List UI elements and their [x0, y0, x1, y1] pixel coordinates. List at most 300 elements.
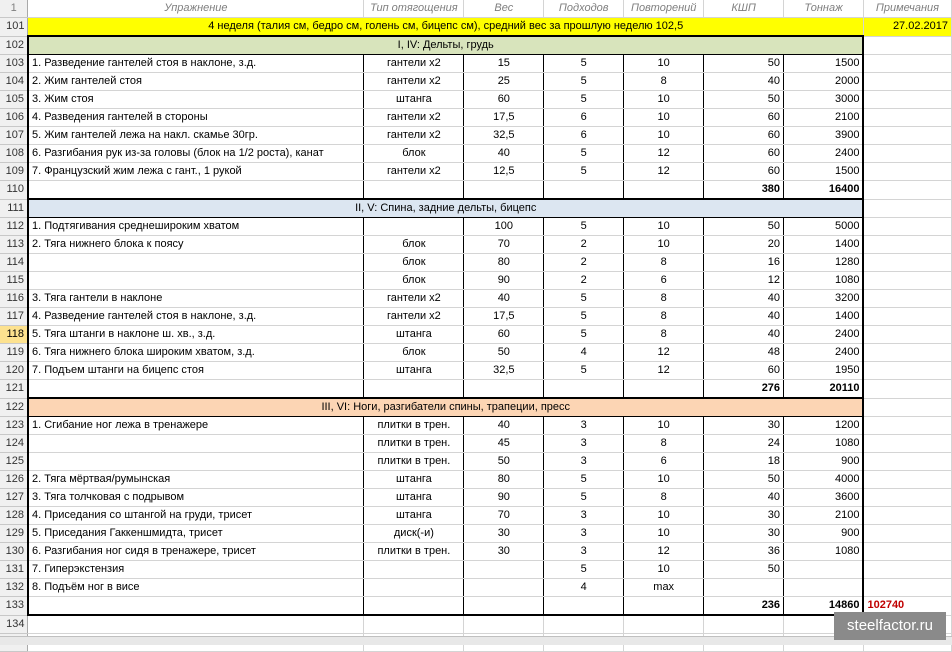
empty-cell[interactable] [863, 471, 951, 489]
empty-row [0, 615, 952, 634]
sets-value[interactable]: 5 [544, 362, 624, 380]
kshp-value[interactable]: 16 [704, 254, 784, 272]
kshp-value[interactable]: 50 [704, 55, 784, 73]
tonnage-value[interactable]: 2100 [784, 507, 864, 525]
weight-type[interactable]: штанга [364, 326, 464, 344]
reps-value[interactable]: 10 [624, 55, 704, 73]
exercise-name[interactable]: 6. Разгибания ног сидя в тренажере, трисет [28, 543, 364, 561]
weight-type[interactable]: гантели х2 [364, 127, 464, 145]
empty-cell[interactable] [544, 181, 624, 200]
kshp-value[interactable]: 60 [704, 362, 784, 380]
sets-value[interactable]: 3 [544, 543, 624, 561]
weight-value[interactable]: 17,5 [464, 109, 544, 127]
row-header[interactable]: 133 [0, 597, 28, 616]
tonnage-value[interactable]: 2000 [784, 73, 864, 91]
empty-cell[interactable] [28, 380, 364, 399]
exercise-name[interactable]: 4. Разведение гантелей стоя в наклоне, з.д. [28, 308, 364, 326]
reps-value[interactable]: 10 [624, 236, 704, 254]
sets-value[interactable]: 3 [544, 453, 624, 471]
empty-cell[interactable] [863, 453, 951, 471]
reps-value[interactable]: 8 [624, 308, 704, 326]
row-header[interactable]: 122 [0, 398, 28, 417]
empty-cell[interactable] [863, 55, 951, 73]
tonnage-value[interactable]: 2400 [784, 344, 864, 362]
exercise-row [0, 344, 952, 362]
section-header-row [0, 398, 952, 417]
reps-value[interactable]: 10 [624, 91, 704, 109]
row-header[interactable]: 102 [0, 36, 28, 55]
reps-value[interactable]: 12 [624, 543, 704, 561]
empty-cell[interactable] [544, 597, 624, 616]
reps-value[interactable]: 10 [624, 218, 704, 236]
weight-type[interactable]: блок [364, 236, 464, 254]
weight-type[interactable]: плитки в трен. [364, 417, 464, 435]
tonnage-value[interactable]: 900 [784, 453, 864, 471]
tonnage-value[interactable]: 900 [784, 525, 864, 543]
column-header[interactable]: Тоннаж [784, 0, 864, 18]
empty-cell[interactable] [863, 163, 951, 181]
kshp-value[interactable]: 30 [704, 417, 784, 435]
kshp-value[interactable]: 60 [704, 145, 784, 163]
row-header[interactable]: 117 [0, 308, 28, 326]
tonnage-value[interactable]: 1080 [784, 272, 864, 290]
kshp-value[interactable]: 40 [704, 73, 784, 91]
row-header[interactable]: 128 [0, 507, 28, 525]
empty-cell[interactable] [863, 417, 951, 435]
weight-type[interactable]: плитки в трен. [364, 435, 464, 453]
exercise-name[interactable] [28, 254, 364, 272]
weight-value[interactable]: 45 [464, 435, 544, 453]
exercise-name[interactable]: 7. Подъем штанги на бицепс стоя [28, 362, 364, 380]
exercise-name[interactable]: 8. Подъём ног в висе [28, 579, 364, 597]
exercise-name[interactable]: 1. Сгибание ног лежа в тренажере [28, 417, 364, 435]
exercise-name[interactable]: 7. Гиперэкстензия [28, 561, 364, 579]
weight-type[interactable]: штанга [364, 362, 464, 380]
sets-value[interactable]: 5 [544, 55, 624, 73]
tonnage-value[interactable]: 1200 [784, 417, 864, 435]
exercise-row [0, 236, 952, 254]
reps-value[interactable]: 6 [624, 453, 704, 471]
empty-cell[interactable] [544, 380, 624, 399]
exercise-name[interactable]: 6. Тяга нижнего блока широким хватом, з.д. [28, 344, 364, 362]
kshp-value[interactable]: 60 [704, 109, 784, 127]
kshp-value[interactable]: 48 [704, 344, 784, 362]
empty-cell[interactable] [624, 380, 704, 399]
section-title[interactable]: II, V: Спина, задние дельты, бицепс [28, 199, 863, 218]
empty-cell[interactable] [364, 615, 464, 634]
kshp-value[interactable]: 50 [704, 218, 784, 236]
weight-type[interactable]: гантели х2 [364, 109, 464, 127]
exercise-name[interactable]: 4. Разведения гантелей в стороны [28, 109, 364, 127]
kshp-value[interactable]: 18 [704, 453, 784, 471]
row-header[interactable]: 124 [0, 435, 28, 453]
section-title[interactable]: III, VI: Ноги, разгибатели спины, трапеции, пресс [28, 398, 863, 417]
empty-cell[interactable] [704, 615, 784, 634]
sets-value[interactable]: 2 [544, 236, 624, 254]
column-header[interactable]: КШП [704, 0, 784, 18]
sets-value[interactable]: 5 [544, 218, 624, 236]
sets-value[interactable]: 5 [544, 163, 624, 181]
reps-value[interactable]: 10 [624, 507, 704, 525]
reps-value[interactable]: 12 [624, 145, 704, 163]
row-header[interactable]: 106 [0, 109, 28, 127]
empty-cell[interactable] [863, 91, 951, 109]
week-date[interactable]: 27.02.2017 [863, 18, 951, 37]
empty-cell[interactable] [863, 344, 951, 362]
section-total-row [0, 380, 952, 399]
sets-value[interactable]: 5 [544, 91, 624, 109]
reps-value[interactable]: 12 [624, 344, 704, 362]
total-kshp[interactable]: 276 [704, 380, 784, 399]
empty-cell[interactable] [863, 579, 951, 597]
empty-cell[interactable] [863, 218, 951, 236]
exercise-name[interactable]: 5. Приседания Гаккеншмидта, трисет [28, 525, 364, 543]
column-header[interactable]: Тип отягощения [364, 0, 464, 18]
exercise-row [0, 471, 952, 489]
tonnage-value[interactable]: 5000 [784, 218, 864, 236]
kshp-value[interactable]: 12 [704, 272, 784, 290]
weight-value[interactable]: 15 [464, 55, 544, 73]
row-header[interactable]: 134 [0, 615, 28, 634]
empty-cell[interactable] [464, 380, 544, 399]
tonnage-value[interactable]: 1400 [784, 308, 864, 326]
row-header[interactable]: 1 [0, 0, 28, 18]
row-header[interactable]: 121 [0, 380, 28, 399]
weight-type[interactable]: гантели х2 [364, 290, 464, 308]
tonnage-value[interactable]: 2100 [784, 109, 864, 127]
kshp-value[interactable]: 40 [704, 489, 784, 507]
weight-value[interactable]: 60 [464, 91, 544, 109]
row-header[interactable]: 132 [0, 579, 28, 597]
weight-value[interactable]: 80 [464, 254, 544, 272]
empty-cell[interactable] [863, 326, 951, 344]
reps-value[interactable]: 8 [624, 73, 704, 91]
empty-cell[interactable] [863, 308, 951, 326]
row-header[interactable]: 120 [0, 362, 28, 380]
tonnage-value[interactable]: 1280 [784, 254, 864, 272]
empty-cell[interactable] [863, 543, 951, 561]
kshp-value[interactable]: 30 [704, 507, 784, 525]
empty-cell[interactable] [863, 561, 951, 579]
weight-value[interactable]: 40 [464, 290, 544, 308]
row-header[interactable]: 101 [0, 18, 28, 37]
kshp-value[interactable]: 40 [704, 308, 784, 326]
kshp-value[interactable]: 24 [704, 435, 784, 453]
weight-type[interactable]: гантели х2 [364, 163, 464, 181]
empty-cell[interactable] [863, 145, 951, 163]
sets-value[interactable]: 2 [544, 272, 624, 290]
exercise-name[interactable]: 4. Приседания со штангой на груди, трисет [28, 507, 364, 525]
week-title[interactable]: 4 неделя (талия см, бедро см, голень см, бицепс см), средний вес за прошлую неделю 102,5 [28, 18, 863, 37]
row-header[interactable]: 111 [0, 199, 28, 218]
kshp-value[interactable]: 60 [704, 163, 784, 181]
section-title[interactable]: I, IV: Дельты, грудь [28, 36, 863, 55]
weight-value[interactable] [464, 561, 544, 579]
exercise-name[interactable]: 3. Жим стоя [28, 91, 364, 109]
sets-value[interactable]: 4 [544, 579, 624, 597]
tonnage-value[interactable] [784, 561, 864, 579]
weight-value[interactable]: 17,5 [464, 308, 544, 326]
exercise-row [0, 525, 952, 543]
empty-cell[interactable] [863, 435, 951, 453]
tonnage-value[interactable]: 4000 [784, 471, 864, 489]
kshp-value[interactable]: 30 [704, 525, 784, 543]
weight-value[interactable]: 30 [464, 525, 544, 543]
weight-type[interactable]: гантели х2 [364, 73, 464, 91]
reps-value[interactable]: 12 [624, 362, 704, 380]
exercise-row [0, 91, 952, 109]
empty-cell[interactable] [863, 362, 951, 380]
reps-value[interactable]: 10 [624, 471, 704, 489]
row-header[interactable]: 126 [0, 471, 28, 489]
empty-cell[interactable] [863, 36, 951, 55]
exercise-name[interactable]: 1. Подтягивания среднешироким хватом [28, 218, 364, 236]
weight-type[interactable]: гантели х2 [364, 308, 464, 326]
weight-type[interactable]: плитки в трен. [364, 453, 464, 471]
kshp-value[interactable]: 50 [704, 471, 784, 489]
tonnage-value[interactable]: 2400 [784, 145, 864, 163]
empty-cell[interactable] [863, 290, 951, 308]
row-header[interactable]: 131 [0, 561, 28, 579]
exercise-name[interactable] [28, 435, 364, 453]
empty-cell[interactable] [863, 254, 951, 272]
sets-value[interactable]: 5 [544, 73, 624, 91]
weight-value[interactable]: 50 [464, 344, 544, 362]
empty-cell[interactable] [464, 597, 544, 616]
weight-type[interactable] [364, 561, 464, 579]
tonnage-value[interactable]: 3200 [784, 290, 864, 308]
empty-cell[interactable] [863, 199, 951, 218]
empty-cell[interactable] [28, 615, 364, 634]
empty-cell[interactable] [863, 181, 951, 200]
weight-type[interactable] [364, 579, 464, 597]
reps-value[interactable]: 12 [624, 163, 704, 181]
row-header[interactable]: 109 [0, 163, 28, 181]
tonnage-value[interactable]: 3000 [784, 91, 864, 109]
total-tonnage[interactable]: 16400 [784, 181, 864, 200]
row-header[interactable]: 116 [0, 290, 28, 308]
weight-value[interactable]: 40 [464, 145, 544, 163]
kshp-value[interactable]: 40 [704, 326, 784, 344]
exercise-name[interactable]: 2. Жим гантелей стоя [28, 73, 364, 91]
empty-cell[interactable] [464, 181, 544, 200]
exercise-row [0, 453, 952, 471]
weight-value[interactable]: 60 [464, 326, 544, 344]
sets-value[interactable]: 5 [544, 326, 624, 344]
exercise-name[interactable]: 2. Тяга мёртвая/румынская [28, 471, 364, 489]
reps-value[interactable]: 8 [624, 489, 704, 507]
empty-cell[interactable] [624, 597, 704, 616]
weight-value[interactable]: 50 [464, 453, 544, 471]
empty-cell[interactable] [863, 236, 951, 254]
row-header[interactable]: 110 [0, 181, 28, 200]
weight-value[interactable]: 32,5 [464, 127, 544, 145]
empty-cell[interactable] [28, 181, 364, 200]
reps-value[interactable]: 8 [624, 290, 704, 308]
tonnage-value[interactable]: 3600 [784, 489, 864, 507]
reps-value[interactable]: 10 [624, 561, 704, 579]
empty-cell[interactable] [364, 181, 464, 200]
weight-value[interactable]: 70 [464, 507, 544, 525]
exercise-name[interactable]: 3. Тяга толчковая с подрывом [28, 489, 364, 507]
column-header[interactable]: Повторений [624, 0, 704, 18]
weight-value[interactable]: 80 [464, 471, 544, 489]
row-header[interactable]: 129 [0, 525, 28, 543]
weight-type[interactable]: штанга [364, 91, 464, 109]
kshp-value[interactable]: 40 [704, 290, 784, 308]
empty-cell[interactable] [863, 73, 951, 91]
row-header[interactable]: 119 [0, 344, 28, 362]
exercise-name[interactable]: 1. Разведение гантелей стоя в наклоне, з.д. [28, 55, 364, 73]
weight-value[interactable]: 90 [464, 489, 544, 507]
exercise-name[interactable]: 7. Французский жим лежа с гант., 1 рукой [28, 163, 364, 181]
sets-value[interactable]: 5 [544, 145, 624, 163]
tonnage-value[interactable]: 1080 [784, 543, 864, 561]
weight-type[interactable]: диск(-и) [364, 525, 464, 543]
reps-value[interactable]: 8 [624, 254, 704, 272]
weight-value[interactable]: 32,5 [464, 362, 544, 380]
tonnage-value[interactable]: 3900 [784, 127, 864, 145]
weight-value[interactable]: 25 [464, 73, 544, 91]
weight-value[interactable] [464, 579, 544, 597]
sets-value[interactable]: 3 [544, 507, 624, 525]
exercise-name[interactable]: 6. Разгибания рук из-за головы (блок на 1/2 роста), канат [28, 145, 364, 163]
row-header[interactable]: 125 [0, 453, 28, 471]
weight-type[interactable]: блок [364, 272, 464, 290]
column-header[interactable]: Вес [464, 0, 544, 18]
weight-type[interactable]: плитки в трен. [364, 543, 464, 561]
empty-cell[interactable] [624, 181, 704, 200]
total-tonnage[interactable]: 20110 [784, 380, 864, 399]
kshp-value[interactable]: 20 [704, 236, 784, 254]
reps-value[interactable]: 6 [624, 272, 704, 290]
empty-cell[interactable] [544, 615, 624, 634]
empty-cell[interactable] [863, 380, 951, 399]
sets-value[interactable]: 5 [544, 561, 624, 579]
grand-total[interactable]: 102740 [863, 597, 951, 616]
weight-type[interactable]: штанга [364, 507, 464, 525]
weight-type[interactable] [364, 218, 464, 236]
sets-value[interactable]: 5 [544, 290, 624, 308]
empty-cell[interactable] [863, 398, 951, 417]
exercise-name[interactable]: 5. Жим гантелей лежа на накл. скамье 30гр. [28, 127, 364, 145]
weight-value[interactable]: 90 [464, 272, 544, 290]
weight-value[interactable]: 100 [464, 218, 544, 236]
tonnage-value[interactable]: 1500 [784, 55, 864, 73]
sets-value[interactable]: 3 [544, 525, 624, 543]
tonnage-value[interactable]: 2400 [784, 326, 864, 344]
empty-cell[interactable] [364, 380, 464, 399]
row-header[interactable]: 115 [0, 272, 28, 290]
kshp-value[interactable] [704, 579, 784, 597]
exercise-name[interactable] [28, 453, 364, 471]
weight-value[interactable]: 12,5 [464, 163, 544, 181]
row-header[interactable]: 103 [0, 55, 28, 73]
sets-value[interactable]: 5 [544, 308, 624, 326]
tonnage-value[interactable]: 1500 [784, 163, 864, 181]
empty-cell[interactable] [863, 525, 951, 543]
reps-value[interactable]: max [624, 579, 704, 597]
empty-cell[interactable] [624, 615, 704, 634]
reps-value[interactable]: 10 [624, 417, 704, 435]
sets-value[interactable]: 3 [544, 417, 624, 435]
column-header[interactable]: Подходов [544, 0, 624, 18]
sets-value[interactable]: 5 [544, 471, 624, 489]
row-header[interactable]: 112 [0, 218, 28, 236]
row-header[interactable]: 127 [0, 489, 28, 507]
empty-cell[interactable] [464, 615, 544, 634]
exercise-name[interactable] [28, 272, 364, 290]
reps-value[interactable]: 10 [624, 127, 704, 145]
sets-value[interactable]: 6 [544, 109, 624, 127]
tonnage-value[interactable] [784, 579, 864, 597]
row-header[interactable]: 107 [0, 127, 28, 145]
week-row [0, 18, 952, 37]
weight-type[interactable]: блок [364, 145, 464, 163]
kshp-value[interactable]: 36 [704, 543, 784, 561]
total-kshp[interactable]: 236 [704, 597, 784, 616]
row-header[interactable]: 104 [0, 73, 28, 91]
reps-value[interactable]: 10 [624, 525, 704, 543]
empty-cell[interactable] [364, 597, 464, 616]
weight-value[interactable]: 40 [464, 417, 544, 435]
exercise-name[interactable]: 3. Тяга гантели в наклоне [28, 290, 364, 308]
weight-type[interactable]: штанга [364, 489, 464, 507]
empty-cell[interactable] [863, 127, 951, 145]
reps-value[interactable]: 8 [624, 326, 704, 344]
sets-value[interactable]: 2 [544, 254, 624, 272]
tonnage-value[interactable]: 1400 [784, 236, 864, 254]
empty-cell[interactable] [863, 489, 951, 507]
row-header[interactable]: 118 [0, 326, 28, 344]
row-header[interactable]: 108 [0, 145, 28, 163]
kshp-value[interactable]: 50 [704, 91, 784, 109]
row-header[interactable]: 130 [0, 543, 28, 561]
row-header[interactable]: 113 [0, 236, 28, 254]
column-header[interactable]: Упражнение [28, 0, 364, 18]
total-tonnage[interactable]: 14860 [784, 597, 864, 616]
sets-value[interactable]: 5 [544, 489, 624, 507]
reps-value[interactable]: 10 [624, 109, 704, 127]
weight-type[interactable]: штанга [364, 471, 464, 489]
reps-value[interactable]: 8 [624, 435, 704, 453]
weight-type[interactable]: блок [364, 344, 464, 362]
empty-cell[interactable] [863, 272, 951, 290]
tonnage-value[interactable]: 1950 [784, 362, 864, 380]
sets-value[interactable]: 6 [544, 127, 624, 145]
weight-value[interactable]: 70 [464, 236, 544, 254]
kshp-value[interactable]: 60 [704, 127, 784, 145]
sets-value[interactable]: 4 [544, 344, 624, 362]
kshp-value[interactable]: 50 [704, 561, 784, 579]
total-kshp[interactable]: 380 [704, 181, 784, 200]
exercise-name[interactable]: 5. Тяга штанги в наклоне ш. хв., з.д. [28, 326, 364, 344]
empty-cell[interactable] [863, 109, 951, 127]
weight-type[interactable]: блок [364, 254, 464, 272]
column-header[interactable]: Примечания [863, 0, 951, 18]
weight-value[interactable]: 30 [464, 543, 544, 561]
empty-cell[interactable] [863, 507, 951, 525]
row-header[interactable]: 123 [0, 417, 28, 435]
sets-value[interactable]: 3 [544, 435, 624, 453]
tonnage-value[interactable]: 1080 [784, 435, 864, 453]
empty-cell[interactable] [28, 597, 364, 616]
exercise-row [0, 272, 952, 290]
weight-type[interactable]: гантели х2 [364, 55, 464, 73]
row-header[interactable]: 105 [0, 91, 28, 109]
exercise-name[interactable]: 2. Тяга нижнего блока к поясу [28, 236, 364, 254]
row-header[interactable]: 114 [0, 254, 28, 272]
